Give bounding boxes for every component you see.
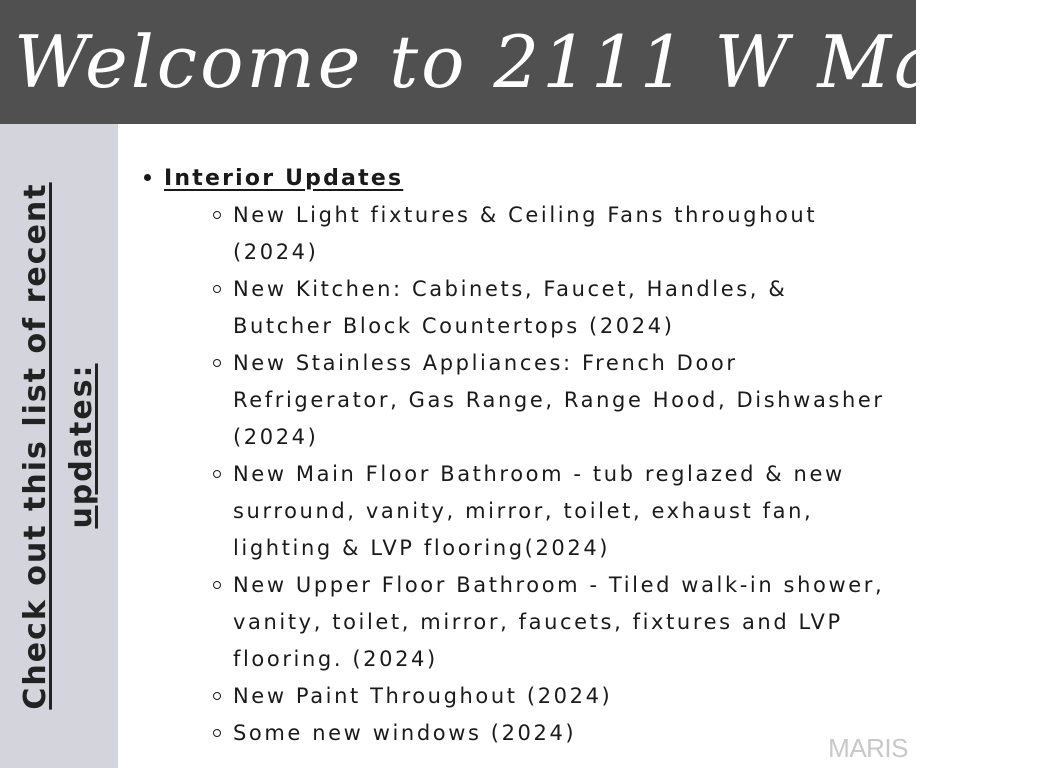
maris-watermark: MARIS [828,733,908,763]
section-item [140,160,900,752]
bullet-circle-icon [213,359,221,367]
list-item [209,678,893,715]
list-item [209,271,893,345]
list-item [209,567,893,678]
updates-content [140,160,900,752]
sidebar-caption: Check out this list of recent updates: [18,182,99,710]
update-text: Some new windows (2024) [233,721,577,745]
update-text: New Light fixtures & Ceiling Fans throughout (2024) [233,203,818,264]
bullet-circle-icon [213,581,221,589]
list-item [209,456,893,567]
bullet-circle-icon [213,470,221,478]
page-title: Welcome to 2111 W Main! [14,20,1047,104]
list-item [209,715,893,752]
bullet-circle-icon [213,211,221,219]
update-text: New Upper Floor Bathroom - Tiled walk-in shower, vanity, toilet, mirror, faucets, fixtures and LVP flooring. (2024) [233,573,885,671]
bullet-circle-icon [213,285,221,293]
title-banner [0,0,1047,124]
updates-list [164,197,900,752]
list-item [209,345,893,456]
update-text: New Kitchen: Cabinets, Faucet, Handles, & Butcher Block Countertops (2024) [233,277,788,338]
section-heading: Interior Updates [164,166,404,191]
update-text: New Main Floor Bathroom - tub reglazed & new surround, vanity, mirror, toilet, exhaust fan, lighting & LVP flooring(2024) [233,462,845,560]
bullet-circle-icon [213,729,221,737]
bullet-dot-icon [144,174,151,181]
update-text: New Stainless Appliances: French Door Refrigerator, Gas Range, Range Hood, Dishwasher (2024) [233,351,885,449]
list-item [209,197,893,271]
update-text: New Paint Throughout (2024) [233,684,613,708]
bullet-circle-icon [213,692,221,700]
sidebar-panel [0,124,118,768]
